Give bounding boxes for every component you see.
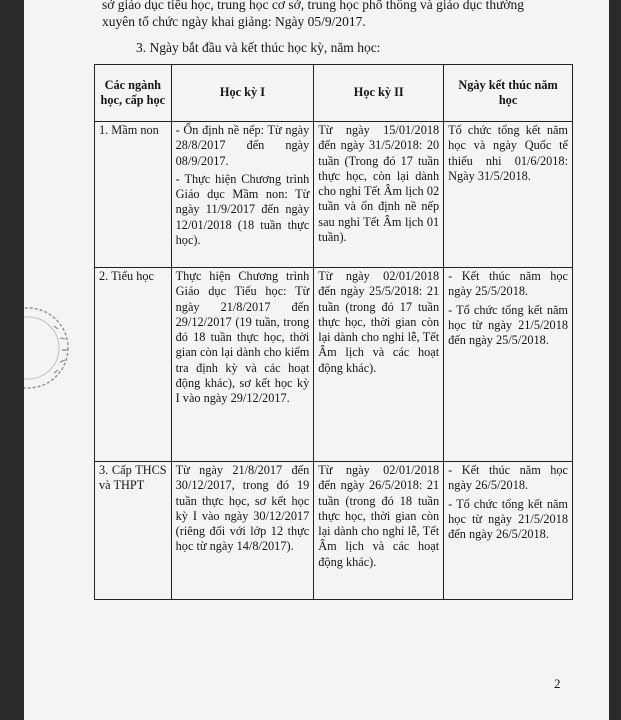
seal-stamp (24, 298, 84, 398)
table-row (95, 122, 573, 268)
table-header-row (95, 65, 573, 122)
intro-paragraph (102, 0, 582, 30)
cell-paragraph: Thực hiện Chương trình Giáo dục Tiểu học: Từ ngày 21/8/2017 đến 29/12/2017 (19 tuần, trong đó 18 tuần thực học, thời gian còn lại dành cho kiểm tra định kỳ và các hoạt động khác), sơ kết học kỳ I vào ngày 29/12/2017. (175, 269, 310, 406)
term-1-cell (171, 268, 314, 462)
page-number: 2 (554, 676, 561, 691)
intro-line-2: xuyên tổ chức ngày khai giảng: Ngày 05/9/2017. (102, 14, 366, 29)
header-level: Các ngành học, cấp học (95, 65, 172, 122)
cell-paragraph: Từ ngày 15/01/2018 đến ngày 31/5/2018: 20 tuần (Trong đó 17 tuần thực học, còn lại dành cho nghỉ Tết Âm lịch 02 tuần và ổn định nề nếp sau nghỉ Tết Âm lịch 01 tuần). (318, 123, 440, 245)
cell-paragraph: Từ ngày 02/01/2018 đến ngày 25/5/2018: 21 tuần (trong đó 17 tuần thực học, thời gian còn lại dành cho nghỉ lễ, Tết Âm lịch và các hoạt động khác). (318, 269, 440, 375)
term-1-cell (171, 122, 314, 268)
term-2-cell (314, 122, 444, 268)
section-heading: 3. Ngày bắt đầu và kết thúc học kỳ, năm học: (136, 40, 381, 55)
year-end-cell (444, 268, 573, 462)
cell-paragraph: - Tổ chức tổng kết năm học từ ngày 21/5/2018 đến ngày 25/5/2018. (448, 302, 568, 348)
level-cell: 3. Cấp THCS và THPT (95, 462, 172, 600)
level-cell: 2. Tiểu học (95, 268, 172, 462)
term-2-cell (314, 462, 444, 600)
level-cell: 1. Mầm non (95, 122, 172, 268)
cell-paragraph: - Tổ chức tổng kết năm học từ ngày 21/5/2018 đến ngày 26/5/2018. (448, 496, 568, 542)
table-row (95, 462, 573, 600)
intro-line-1: sở giáo dục tiểu học, trung học cơ sở, trung học phổ thông và giáo dục thường (102, 0, 525, 12)
cell-paragraph: - Kết thúc năm học ngày 25/5/2018. (448, 269, 568, 299)
cell-paragraph: - Thực hiện Chương trình Giáo dục Mầm non: Từ ngày 11/9/2017 đến ngày 12/01/2018 (18 tuần thực học). (175, 171, 310, 248)
school-year-schedule-table (94, 64, 573, 600)
term-2-cell (314, 268, 444, 462)
header-term-2: Học kỳ II (314, 65, 444, 122)
header-term-1: Học kỳ I (171, 65, 314, 122)
cell-paragraph: - Ổn định nề nếp: Từ ngày 28/8/2017 đến ngày 08/9/2017. (175, 123, 310, 168)
cell-paragraph: - Kết thúc năm học ngày 26/5/2018. (448, 463, 568, 493)
cell-paragraph: Từ ngày 21/8/2017 đến 30/12/2017, trong đó 19 tuần thực học, sơ kết học kỳ I vào ngày 30/12/2017 (riêng đối với lớp 12 thực học từ ngày 14/8/2017). (175, 463, 310, 554)
document-page (24, 0, 609, 720)
year-end-cell (444, 122, 573, 268)
term-1-cell (171, 462, 314, 600)
cell-paragraph: Từ ngày 02/01/2018 đến ngày 26/5/2018: 21 tuần (trong đó 18 tuần thực học, thời gian còn lại dành cho nghỉ lễ, Tết Âm lịch và các hoạt động khác). (318, 463, 440, 569)
year-end-cell (444, 462, 573, 600)
cell-paragraph: Tổ chức tổng kết năm học và ngày Quốc tế thiếu nhi 01/6/2018: Ngày 31/5/2018. (448, 123, 568, 183)
table-row (95, 268, 573, 462)
header-year-end: Ngày kết thúc năm học (444, 65, 573, 122)
